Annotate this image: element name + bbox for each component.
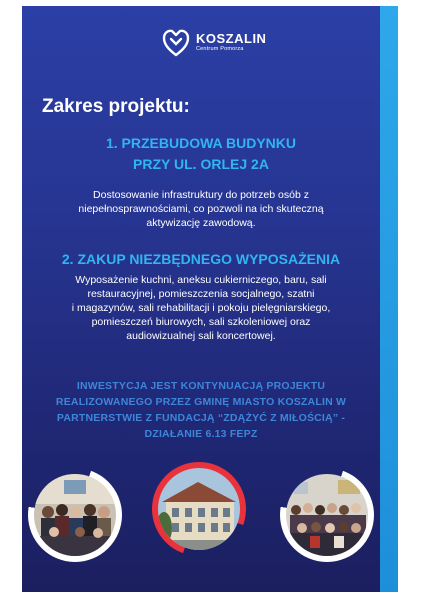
building-photo <box>158 468 240 550</box>
group-photo <box>34 474 116 556</box>
note-line3: PARTNERSTWIE Z FUNDACJĄ “ZDĄŻYĆ Z MIŁOŚCIĄ” - <box>56 412 346 424</box>
large-group-photo <box>286 474 368 556</box>
koszalin-heart-logo-icon <box>162 27 190 57</box>
group-photo-image <box>34 474 116 556</box>
item2-description <box>28 273 374 343</box>
item1-heading <box>22 133 380 175</box>
project-scope-title: Zakres projektu: <box>42 96 190 117</box>
side-accent-bar <box>380 6 398 592</box>
logo-name: KOSZALIN <box>196 30 267 46</box>
item1-heading-line1: 1. PRZEBUDOWA BUDYNKU <box>105 135 297 151</box>
poster-background <box>22 6 380 592</box>
large-group-photo-image <box>286 474 368 556</box>
item1-text-line2: niepełnosprawnościami, co pozwoli na ich skuteczną <box>78 203 324 215</box>
item1-text-line1: Dostosowanie infrastruktury do potrzeb osób z <box>93 189 309 201</box>
photo-group-left <box>28 468 122 562</box>
note-line1: INWESTYCJA JEST KONTYNUACJĄ PROJEKTU <box>76 380 326 392</box>
item2-text-line1: Wyposażenie kuchni, aneksu cukierniczego, baru, sali <box>75 274 327 286</box>
item2-text-line5: audiowizualnej sali koncertowej. <box>126 330 276 342</box>
item2-text-line3: i magazynów, sali rehabilitacji i pokoju pielęgniarskiego, <box>71 302 331 314</box>
item1-heading-line2: PRZY UL. ORLEJ 2A <box>133 156 269 172</box>
item2-text-line4: pomieszczeń biurowych, sali szkoleniowej oraz <box>91 316 311 328</box>
note-line4: DZIAŁANIE 6.13 FEPZ <box>144 428 258 440</box>
item2-text-line2: restauracyjnej, pomieszczenia socjalnego, szatni <box>87 288 315 300</box>
note-line2: REALIZOWANEGO PRZEZ GMINĘ MIASTO KOSZALIN W <box>55 396 347 408</box>
item1-description <box>28 188 374 230</box>
koszalin-logo <box>162 24 266 60</box>
item2-heading: 2. ZAKUP NIEZBĘDNEGO WYPOSAŻENIA <box>61 251 341 267</box>
photo-group-right <box>280 468 374 562</box>
building-photo-image <box>158 468 240 550</box>
photo-building <box>152 462 246 556</box>
investment-note <box>26 378 376 442</box>
logo-subtitle: Centrum Pomorza <box>196 45 244 52</box>
item1-text-line3: aktywizację zawodową. <box>146 217 256 229</box>
